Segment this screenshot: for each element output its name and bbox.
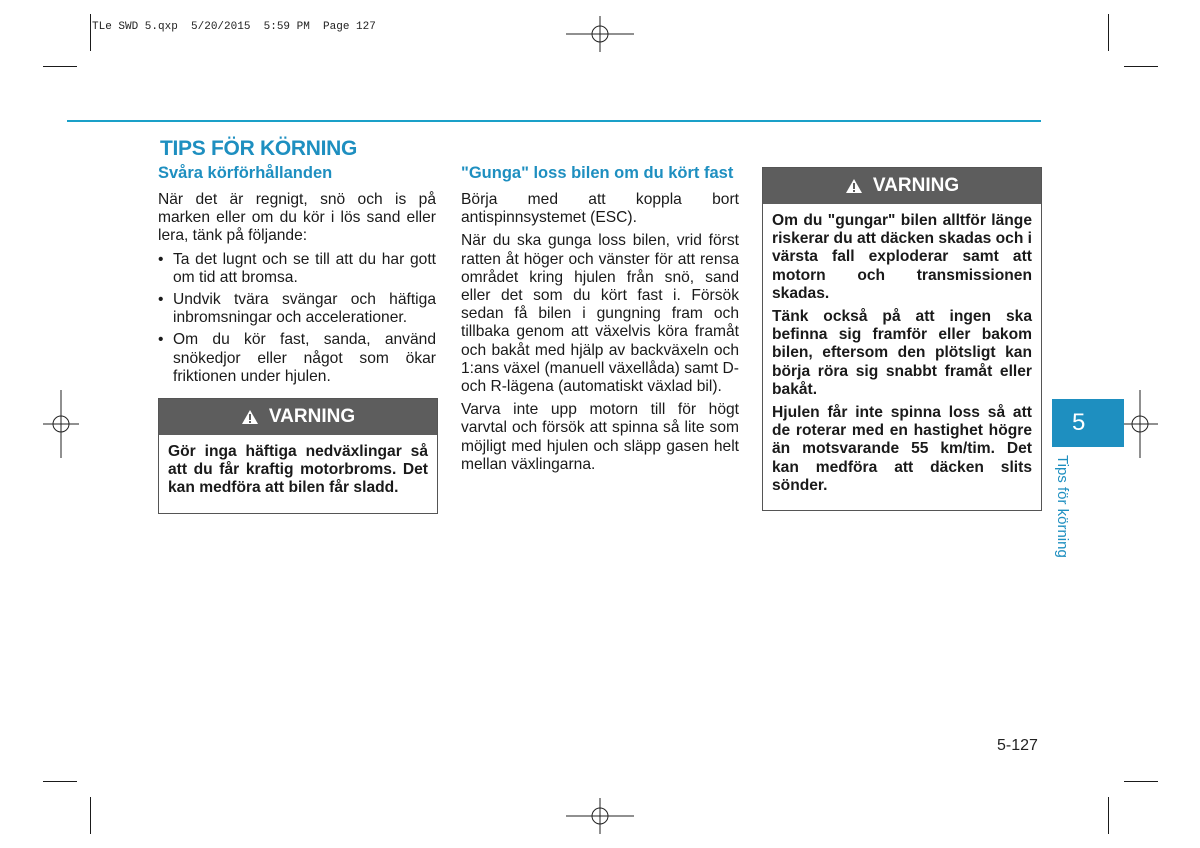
print-header: TLe SWD 5.qxp 5/20/2015 5:59 PM Page 127 xyxy=(92,21,376,33)
registration-mark-icon xyxy=(1122,390,1158,458)
list-item: • Om du kör fast, sanda, använd snökedjor eller något som ökar friktionen under hjulen. xyxy=(158,331,436,385)
crop-mark-icon xyxy=(1124,66,1158,67)
crop-mark-icon xyxy=(90,797,91,834)
list-item: • Ta det lugnt och se till att du har gott om tid att bromsa. xyxy=(158,250,436,286)
section-heading: Svåra körförhållanden xyxy=(158,164,333,182)
tips-list xyxy=(158,251,436,386)
top-rule xyxy=(67,120,1041,122)
warning-title: VARNING xyxy=(268,406,356,427)
chapter-label: Tips för körning xyxy=(1054,455,1071,558)
registration-mark-icon xyxy=(566,798,634,834)
warning-text: Om du "gungar" bilen alltför länge riskerar du att däcken skadas och i värsta fall exploderar samt att motorn och transmissionen skadas. xyxy=(772,212,1033,302)
page-title: TIPS FÖR KÖRNING xyxy=(160,137,358,160)
chapter-tab[interactable] xyxy=(1052,399,1124,447)
warning-header xyxy=(159,399,437,435)
chapter-side-label xyxy=(1054,455,1098,575)
warning-header xyxy=(763,168,1041,204)
column-difficult-conditions xyxy=(158,164,436,390)
paragraph: Varva inte upp motorn till för högt varvtal och försök att spinna så lite som möjligt med hjulen och släpp gasen helt mellan växlingarna. xyxy=(461,401,739,473)
registration-mark-icon xyxy=(566,16,634,52)
warning-triangle-icon xyxy=(845,178,863,194)
crop-mark-icon xyxy=(1108,14,1109,51)
paragraph: Börja med att koppla bort antispinnsystemet (ESC). xyxy=(461,191,739,227)
list-item: • Undvik tvära svängar och häftiga inbromsningar och accelerationer. xyxy=(158,291,436,327)
warning-text: Tänk också på att ingen ska befinna sig framför eller bakom bilen, eftersom den plötsligt kan börja röra sig snabbt framåt eller bakåt. xyxy=(772,308,1032,398)
warning-triangle-icon xyxy=(241,409,259,425)
crop-mark-icon xyxy=(43,66,77,67)
intro-paragraph: När det är regnigt, snö och is på marken eller om du kör i lös sand eller lera, tänk på följande: xyxy=(158,191,436,245)
crop-mark-icon xyxy=(43,781,77,782)
crop-mark-icon xyxy=(1108,797,1109,834)
chapter-number: 5 xyxy=(1072,409,1086,436)
paragraph: När du ska gunga loss bilen, vrid först ratten åt höger och vänster för att rensa området kring hjulen från snö, sand eller det som du kört fast i. Försök sedan få bilen i gungning fram och tillbaka genom att växelvis köra framåt och bakåt med hjälp av backväxeln och 1:ans växel (manuell växellåda) samt D- och R-lägena (automatiskt växlad bil). xyxy=(461,232,739,396)
warning-box xyxy=(762,167,1042,511)
registration-mark-icon xyxy=(43,390,79,458)
warning-body xyxy=(763,204,1041,510)
section-heading: "Gunga" loss bilen om du kört fast xyxy=(461,164,734,182)
crop-mark-icon xyxy=(90,14,91,51)
page-number: 5-127 xyxy=(997,737,1038,754)
warning-body xyxy=(159,435,437,513)
column-rock-loose xyxy=(461,164,739,479)
warning-text: Hjulen får inte spinna loss så att de roterar med en hastighet högre än motsvarande 55 km/tim. Det kan medföra att däcken slits sönder. xyxy=(772,404,1032,494)
warning-text: Gör inga häftiga nedväxlingar så att du får kraftig motorbroms. Det kan medföra att bilen får sladd. xyxy=(168,443,428,497)
warning-title: VARNING xyxy=(872,175,960,196)
warning-box xyxy=(158,398,438,514)
crop-mark-icon xyxy=(1124,781,1158,782)
